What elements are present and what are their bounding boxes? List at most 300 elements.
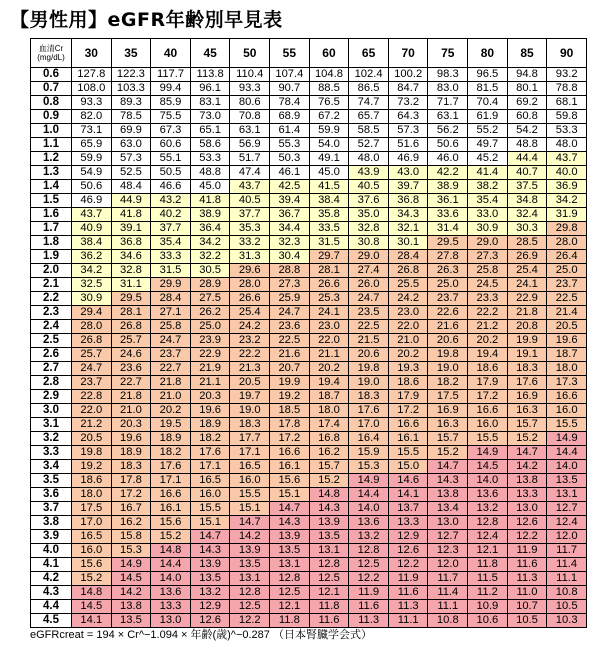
egfr-cell: 12.2 <box>349 572 389 586</box>
egfr-cell: 16.5 <box>230 460 270 474</box>
egfr-cell: 63.1 <box>230 124 270 138</box>
egfr-cell: 15.2 <box>507 432 547 446</box>
egfr-cell: 85.9 <box>151 96 191 110</box>
egfr-cell: 10.5 <box>507 614 547 628</box>
egfr-cell: 14.3 <box>190 544 230 558</box>
egfr-cell: 14.5 <box>72 600 112 614</box>
table-row <box>31 348 587 362</box>
cr-row-label: 0.7 <box>31 82 72 96</box>
egfr-cell: 16.6 <box>151 488 191 502</box>
age-header: 75 <box>428 39 468 68</box>
egfr-cell: 23.7 <box>428 292 468 306</box>
egfr-cell: 56.9 <box>230 138 270 152</box>
egfr-cell: 40.5 <box>349 180 389 194</box>
egfr-cell: 18.9 <box>190 418 230 432</box>
age-header: 40 <box>151 39 191 68</box>
egfr-cell: 43.9 <box>349 166 389 180</box>
egfr-cell: 36.9 <box>547 180 587 194</box>
egfr-cell: 45.0 <box>190 180 230 194</box>
egfr-cell: 22.5 <box>547 292 587 306</box>
egfr-cell: 12.0 <box>547 530 587 544</box>
egfr-cell: 48.0 <box>349 152 389 166</box>
egfr-cell: 15.7 <box>309 460 349 474</box>
egfr-cell: 41.8 <box>111 208 151 222</box>
egfr-cell: 43.7 <box>230 180 270 194</box>
egfr-cell: 43.2 <box>151 194 191 208</box>
egfr-cell: 45.2 <box>468 152 508 166</box>
egfr-cell: 23.5 <box>349 306 389 320</box>
egfr-cell: 22.5 <box>349 320 389 334</box>
table-row <box>31 250 587 264</box>
egfr-cell: 51.6 <box>388 138 428 152</box>
egfr-cell: 14.4 <box>547 446 587 460</box>
egfr-cell: 19.3 <box>388 362 428 376</box>
egfr-cell: 15.6 <box>151 516 191 530</box>
egfr-cell: 19.1 <box>507 348 547 362</box>
egfr-cell: 13.6 <box>349 516 389 530</box>
egfr-cell: 40.7 <box>507 166 547 180</box>
egfr-cell: 17.3 <box>547 376 587 390</box>
egfr-cell: 19.2 <box>270 390 310 404</box>
egfr-cell: 31.4 <box>428 222 468 236</box>
egfr-cell: 21.8 <box>111 390 151 404</box>
egfr-cell: 36.4 <box>190 222 230 236</box>
egfr-cell: 12.4 <box>547 516 587 530</box>
egfr-cell: 24.7 <box>151 334 191 348</box>
egfr-cell: 13.1 <box>547 488 587 502</box>
age-header: 70 <box>388 39 428 68</box>
egfr-cell: 15.2 <box>309 474 349 488</box>
table-row <box>31 572 587 586</box>
egfr-cell: 14.0 <box>349 502 389 516</box>
egfr-cell: 15.7 <box>507 418 547 432</box>
egfr-cell: 14.3 <box>309 502 349 516</box>
cr-row-label: 1.4 <box>31 180 72 194</box>
egfr-cell: 31.3 <box>230 250 270 264</box>
egfr-cell: 46.9 <box>388 152 428 166</box>
egfr-cell: 19.6 <box>547 334 587 348</box>
cr-row-label: 2.0 <box>31 264 72 278</box>
corner-label: 血清Cr (mg/dL) <box>31 39 72 68</box>
egfr-cell: 14.9 <box>468 446 508 460</box>
egfr-cell: 17.6 <box>151 460 191 474</box>
egfr-cell: 21.9 <box>190 362 230 376</box>
egfr-cell: 12.5 <box>230 600 270 614</box>
cr-row-label: 1.2 <box>31 152 72 166</box>
egfr-cell: 16.7 <box>111 502 151 516</box>
egfr-cell: 11.4 <box>547 558 587 572</box>
egfr-cell: 24.7 <box>72 362 112 376</box>
egfr-cell: 21.1 <box>309 348 349 362</box>
egfr-cell: 14.3 <box>428 474 468 488</box>
egfr-cell: 83.0 <box>428 82 468 96</box>
egfr-cell: 15.5 <box>388 446 428 460</box>
egfr-cell: 12.8 <box>468 516 508 530</box>
egfr-cell: 21.8 <box>507 306 547 320</box>
egfr-cell: 27.3 <box>468 250 508 264</box>
egfr-cell: 17.1 <box>190 460 230 474</box>
egfr-cell: 18.6 <box>388 376 428 390</box>
egfr-cell: 14.7 <box>230 516 270 530</box>
egfr-cell: 33.3 <box>151 250 191 264</box>
egfr-cell: 37.7 <box>230 208 270 222</box>
table-row <box>31 474 587 488</box>
cr-row-label: 1.7 <box>31 222 72 236</box>
egfr-cell: 28.1 <box>309 264 349 278</box>
table-row <box>31 586 587 600</box>
egfr-cell: 23.0 <box>388 306 428 320</box>
egfr-cell: 44.4 <box>507 152 547 166</box>
egfr-cell: 28.8 <box>270 264 310 278</box>
cr-row-label: 3.7 <box>31 502 72 516</box>
egfr-cell: 38.2 <box>468 180 508 194</box>
egfr-cell: 16.0 <box>230 474 270 488</box>
egfr-cell: 24.7 <box>349 292 389 306</box>
egfr-cell: 23.2 <box>230 334 270 348</box>
table-row <box>31 600 587 614</box>
egfr-cell: 15.6 <box>72 558 112 572</box>
egfr-cell: 19.2 <box>72 460 112 474</box>
table-row <box>31 138 587 152</box>
egfr-cell: 12.1 <box>468 544 508 558</box>
egfr-cell: 13.9 <box>309 516 349 530</box>
egfr-cell: 13.8 <box>111 600 151 614</box>
egfr-cell: 21.2 <box>468 320 508 334</box>
egfr-cell: 15.7 <box>428 432 468 446</box>
egfr-cell: 38.4 <box>309 194 349 208</box>
egfr-cell: 25.5 <box>388 278 428 292</box>
egfr-cell: 25.4 <box>230 306 270 320</box>
cr-row-label: 2.5 <box>31 334 72 348</box>
egfr-cell: 17.6 <box>349 404 389 418</box>
egfr-cell: 12.1 <box>270 600 310 614</box>
cr-row-label: 2.7 <box>31 362 72 376</box>
egfr-cell: 21.0 <box>111 404 151 418</box>
egfr-cell: 70.8 <box>230 110 270 124</box>
egfr-cell: 113.8 <box>190 68 230 82</box>
age-header: 85 <box>507 39 547 68</box>
egfr-cell: 16.6 <box>547 390 587 404</box>
egfr-cell: 18.5 <box>270 404 310 418</box>
egfr-cell: 13.0 <box>151 614 191 628</box>
egfr-cell: 16.1 <box>388 432 428 446</box>
egfr-cell: 32.2 <box>190 250 230 264</box>
egfr-cell: 12.8 <box>349 544 389 558</box>
egfr-cell: 64.3 <box>388 110 428 124</box>
egfr-cell: 54.2 <box>507 124 547 138</box>
egfr-cell: 33.6 <box>428 208 468 222</box>
egfr-cell: 44.9 <box>111 194 151 208</box>
egfr-cell: 104.8 <box>309 68 349 82</box>
egfr-cell: 25.7 <box>72 348 112 362</box>
egfr-cell: 45.0 <box>309 166 349 180</box>
egfr-cell: 34.2 <box>190 236 230 250</box>
egfr-cell: 69.9 <box>111 124 151 138</box>
egfr-cell: 23.6 <box>270 320 310 334</box>
age-header: 45 <box>190 39 230 68</box>
egfr-cell: 93.3 <box>72 96 112 110</box>
egfr-cell: 17.5 <box>72 502 112 516</box>
table-row <box>31 180 587 194</box>
egfr-cell: 37.7 <box>151 222 191 236</box>
egfr-cell: 100.2 <box>388 68 428 82</box>
egfr-cell: 15.0 <box>388 460 428 474</box>
egfr-cell: 30.8 <box>349 236 389 250</box>
egfr-cell: 16.9 <box>428 404 468 418</box>
egfr-cell: 34.8 <box>507 194 547 208</box>
egfr-table-container <box>30 38 587 628</box>
egfr-cell: 13.5 <box>190 572 230 586</box>
egfr-cell: 29.0 <box>349 250 389 264</box>
egfr-cell: 21.3 <box>230 362 270 376</box>
egfr-cell: 15.5 <box>190 502 230 516</box>
egfr-cell: 16.8 <box>309 432 349 446</box>
egfr-cell: 24.2 <box>388 292 428 306</box>
cr-row-label: 0.6 <box>31 68 72 82</box>
egfr-cell: 29.4 <box>72 306 112 320</box>
egfr-cell: 33.2 <box>230 236 270 250</box>
egfr-cell: 11.8 <box>468 558 508 572</box>
egfr-cell: 20.6 <box>349 348 389 362</box>
egfr-cell: 16.5 <box>190 474 230 488</box>
egfr-cell: 14.0 <box>151 572 191 586</box>
egfr-cell: 23.6 <box>111 362 151 376</box>
egfr-cell: 96.5 <box>468 68 508 82</box>
egfr-cell: 22.0 <box>388 320 428 334</box>
egfr-cell: 13.0 <box>428 516 468 530</box>
cr-row-label: 2.9 <box>31 390 72 404</box>
egfr-cell: 14.3 <box>270 516 310 530</box>
egfr-cell: 32.5 <box>72 278 112 292</box>
egfr-cell: 15.1 <box>190 516 230 530</box>
egfr-cell: 15.3 <box>349 460 389 474</box>
egfr-cell: 13.1 <box>309 544 349 558</box>
egfr-cell: 28.5 <box>507 236 547 250</box>
table-row <box>31 558 587 572</box>
egfr-cell: 15.5 <box>468 432 508 446</box>
egfr-cell: 57.3 <box>388 124 428 138</box>
egfr-cell: 15.1 <box>230 502 270 516</box>
egfr-cell: 16.4 <box>349 432 389 446</box>
egfr-cell: 13.5 <box>309 530 349 544</box>
egfr-cell: 14.1 <box>388 488 428 502</box>
egfr-cell: 46.0 <box>428 152 468 166</box>
egfr-cell: 12.5 <box>309 572 349 586</box>
egfr-cell: 34.4 <box>270 222 310 236</box>
egfr-cell: 16.0 <box>190 488 230 502</box>
egfr-cell: 22.0 <box>72 404 112 418</box>
age-header: 60 <box>309 39 349 68</box>
table-row <box>31 110 587 124</box>
egfr-cell: 29.5 <box>428 236 468 250</box>
age-header: 30 <box>72 39 112 68</box>
egfr-cell: 53.3 <box>547 124 587 138</box>
egfr-cell: 19.7 <box>230 390 270 404</box>
table-row <box>31 530 587 544</box>
egfr-cell: 78.4 <box>270 96 310 110</box>
egfr-cell: 13.0 <box>507 502 547 516</box>
egfr-cell: 12.6 <box>507 516 547 530</box>
egfr-cell: 89.3 <box>111 96 151 110</box>
egfr-cell: 18.7 <box>309 390 349 404</box>
egfr-cell: 17.0 <box>349 418 389 432</box>
egfr-cell: 41.5 <box>309 180 349 194</box>
cr-row-label: 4.4 <box>31 600 72 614</box>
egfr-cell: 53.3 <box>190 152 230 166</box>
egfr-cell: 13.9 <box>190 558 230 572</box>
egfr-cell: 94.8 <box>507 68 547 82</box>
egfr-cell: 78.5 <box>111 110 151 124</box>
table-row <box>31 488 587 502</box>
egfr-cell: 25.3 <box>309 292 349 306</box>
age-header: 65 <box>349 39 389 68</box>
egfr-cell: 51.7 <box>230 152 270 166</box>
egfr-cell: 21.6 <box>270 348 310 362</box>
egfr-cell: 17.1 <box>151 474 191 488</box>
egfr-cell: 10.8 <box>428 614 468 628</box>
cr-row-label: 1.6 <box>31 208 72 222</box>
egfr-cell: 20.5 <box>230 376 270 390</box>
egfr-cell: 30.9 <box>72 292 112 306</box>
egfr-cell: 31.1 <box>111 278 151 292</box>
egfr-cell: 15.3 <box>111 544 151 558</box>
egfr-cell: 23.0 <box>309 320 349 334</box>
egfr-cell: 25.7 <box>111 334 151 348</box>
egfr-cell: 10.3 <box>547 614 587 628</box>
table-row <box>31 362 587 376</box>
egfr-cell: 52.7 <box>349 138 389 152</box>
egfr-cell: 47.4 <box>230 166 270 180</box>
cr-row-label: 2.6 <box>31 348 72 362</box>
egfr-cell: 117.7 <box>151 68 191 82</box>
table-row <box>31 390 587 404</box>
egfr-cell: 71.7 <box>428 96 468 110</box>
egfr-cell: 12.8 <box>309 558 349 572</box>
egfr-cell: 14.4 <box>349 488 389 502</box>
egfr-cell: 67.2 <box>309 110 349 124</box>
egfr-cell: 22.5 <box>270 334 310 348</box>
egfr-cell: 54.9 <box>72 166 112 180</box>
egfr-cell: 20.2 <box>388 348 428 362</box>
egfr-cell: 12.7 <box>428 530 468 544</box>
egfr-cell: 10.6 <box>468 614 508 628</box>
table-row <box>31 460 587 474</box>
egfr-cell: 34.2 <box>547 194 587 208</box>
egfr-cell: 63.0 <box>111 138 151 152</box>
cr-row-label: 4.3 <box>31 586 72 600</box>
table-row <box>31 502 587 516</box>
egfr-cell: 13.2 <box>349 530 389 544</box>
egfr-cell: 52.5 <box>111 166 151 180</box>
egfr-cell: 13.3 <box>388 516 428 530</box>
formula-footnote: eGFRcreat = 194 × Cr^−1.094 × 年齢(歳)^−0.287 （日本腎臓学会式） <box>30 629 372 641</box>
egfr-cell: 59.9 <box>309 124 349 138</box>
egfr-cell: 26.0 <box>349 278 389 292</box>
egfr-cell: 15.2 <box>72 572 112 586</box>
egfr-cell: 48.8 <box>507 138 547 152</box>
egfr-cell: 20.8 <box>507 320 547 334</box>
egfr-cell: 11.8 <box>309 600 349 614</box>
cr-row-label: 3.1 <box>31 418 72 432</box>
egfr-cell: 35.4 <box>151 236 191 250</box>
egfr-cell: 15.8 <box>111 530 151 544</box>
egfr-cell: 21.1 <box>190 376 230 390</box>
egfr-cell: 26.8 <box>111 320 151 334</box>
table-row <box>31 194 587 208</box>
egfr-cell: 14.5 <box>468 460 508 474</box>
egfr-cell: 12.5 <box>349 558 389 572</box>
egfr-cell: 11.3 <box>349 614 389 628</box>
cr-row-label: 2.2 <box>31 292 72 306</box>
egfr-cell: 22.7 <box>111 376 151 390</box>
egfr-cell: 38.9 <box>190 208 230 222</box>
egfr-cell: 11.0 <box>507 586 547 600</box>
egfr-cell: 68.9 <box>270 110 310 124</box>
egfr-cell: 36.8 <box>388 194 428 208</box>
cr-row-label: 1.1 <box>31 138 72 152</box>
cr-row-label: 1.9 <box>31 250 72 264</box>
egfr-cell: 46.6 <box>151 180 191 194</box>
egfr-cell: 14.9 <box>547 432 587 446</box>
egfr-cell: 68.1 <box>547 96 587 110</box>
egfr-cell: 18.3 <box>111 460 151 474</box>
egfr-cell: 12.9 <box>190 600 230 614</box>
egfr-cell: 36.2 <box>72 250 112 264</box>
egfr-cell: 32.4 <box>507 208 547 222</box>
egfr-cell: 23.3 <box>468 292 508 306</box>
table-row <box>31 320 587 334</box>
age-header: 50 <box>230 39 270 68</box>
egfr-cell: 14.2 <box>230 530 270 544</box>
egfr-cell: 70.4 <box>468 96 508 110</box>
egfr-cell: 12.6 <box>190 614 230 628</box>
egfr-cell: 15.1 <box>270 488 310 502</box>
egfr-cell: 28.4 <box>388 250 428 264</box>
egfr-cell: 14.0 <box>547 460 587 474</box>
egfr-cell: 19.6 <box>111 432 151 446</box>
egfr-cell: 24.5 <box>468 278 508 292</box>
egfr-cell: 13.5 <box>230 558 270 572</box>
egfr-cell: 18.3 <box>230 418 270 432</box>
egfr-cell: 18.2 <box>428 376 468 390</box>
page-title: 【男性用】eGFR年齢別早見表 <box>10 9 283 31</box>
egfr-cell: 19.8 <box>428 348 468 362</box>
egfr-cell: 21.0 <box>388 334 428 348</box>
egfr-cell: 21.8 <box>151 376 191 390</box>
egfr-cell: 26.2 <box>190 306 230 320</box>
egfr-cell: 11.9 <box>507 544 547 558</box>
egfr-cell: 14.7 <box>507 446 547 460</box>
egfr-cell: 21.6 <box>428 320 468 334</box>
egfr-cell: 19.0 <box>428 362 468 376</box>
egfr-cell: 11.1 <box>428 600 468 614</box>
egfr-cell: 13.4 <box>428 502 468 516</box>
egfr-cell: 86.5 <box>349 82 389 96</box>
egfr-cell: 38.4 <box>72 236 112 250</box>
egfr-cell: 25.0 <box>190 320 230 334</box>
egfr-cell: 12.8 <box>270 572 310 586</box>
egfr-cell: 21.2 <box>72 418 112 432</box>
egfr-cell: 50.6 <box>72 180 112 194</box>
table-row <box>31 82 587 96</box>
egfr-cell: 19.4 <box>309 376 349 390</box>
egfr-cell: 17.5 <box>428 390 468 404</box>
egfr-cell: 17.2 <box>270 432 310 446</box>
egfr-cell: 46.1 <box>270 166 310 180</box>
egfr-cell: 26.9 <box>507 250 547 264</box>
egfr-cell: 29.7 <box>309 250 349 264</box>
egfr-cell: 11.6 <box>507 558 547 572</box>
